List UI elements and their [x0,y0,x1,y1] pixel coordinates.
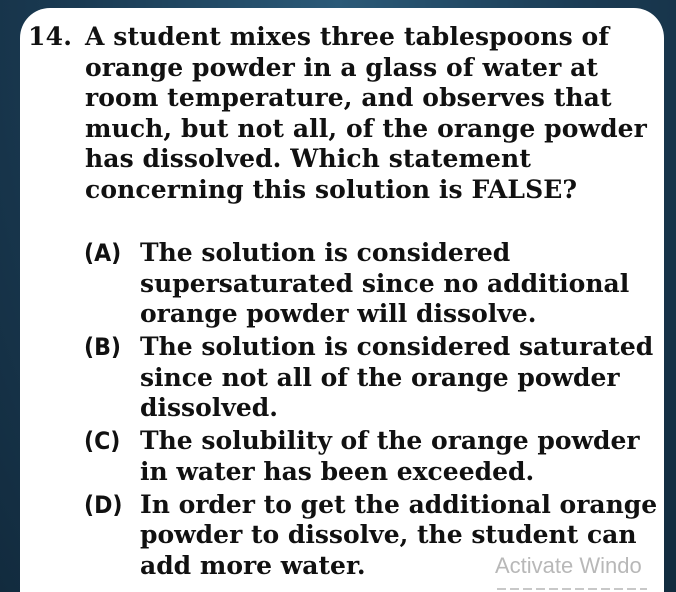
option-line: since not all of the orange powder [140,362,620,392]
option-line: The solubility of the orange powder [140,426,640,455]
option-line: add more water. [140,550,366,580]
option-letter: (D) [84,490,123,519]
option-b[interactable] [84,332,654,424]
option-letter: (A) [84,239,122,267]
option-c[interactable] [84,426,654,487]
option-line: supersaturated since no additional [140,268,630,298]
option-line: in water has been exceeded. [140,456,535,486]
question-line: A student mixes three tablespoons of [85,22,610,51]
option-line: orange powder will dissolve. [140,299,537,328]
option-letter: (C) [84,427,121,455]
option-text [140,332,654,424]
question-line: much, but not all, of the orange powder [85,113,647,143]
option-line: dissolved. [140,393,278,422]
question-line: concerning this solution is FALSE? [85,174,578,204]
question-stem [85,22,645,205]
question-card [20,8,664,592]
activate-windows-watermark: Activate Windo [495,553,642,578]
answer-options [84,238,658,584]
question-line: has dissolved. Which statement [85,144,531,173]
option-line: In order to get the additional orange [140,489,658,519]
option-line: The solution is considered saturated [140,332,654,361]
option-text [140,238,654,330]
option-letter: (B) [84,333,122,361]
question-line: orange powder in a glass of water at [85,52,599,82]
question-line: room temperature, and observes that [85,83,612,112]
option-line: The solution is considered [140,238,511,267]
question-number: 14. [28,22,73,51]
option-line: powder to dissolve, the student can [140,520,637,549]
watermark-subtext [497,584,647,592]
option-text [140,426,654,487]
option-a[interactable] [84,238,654,330]
